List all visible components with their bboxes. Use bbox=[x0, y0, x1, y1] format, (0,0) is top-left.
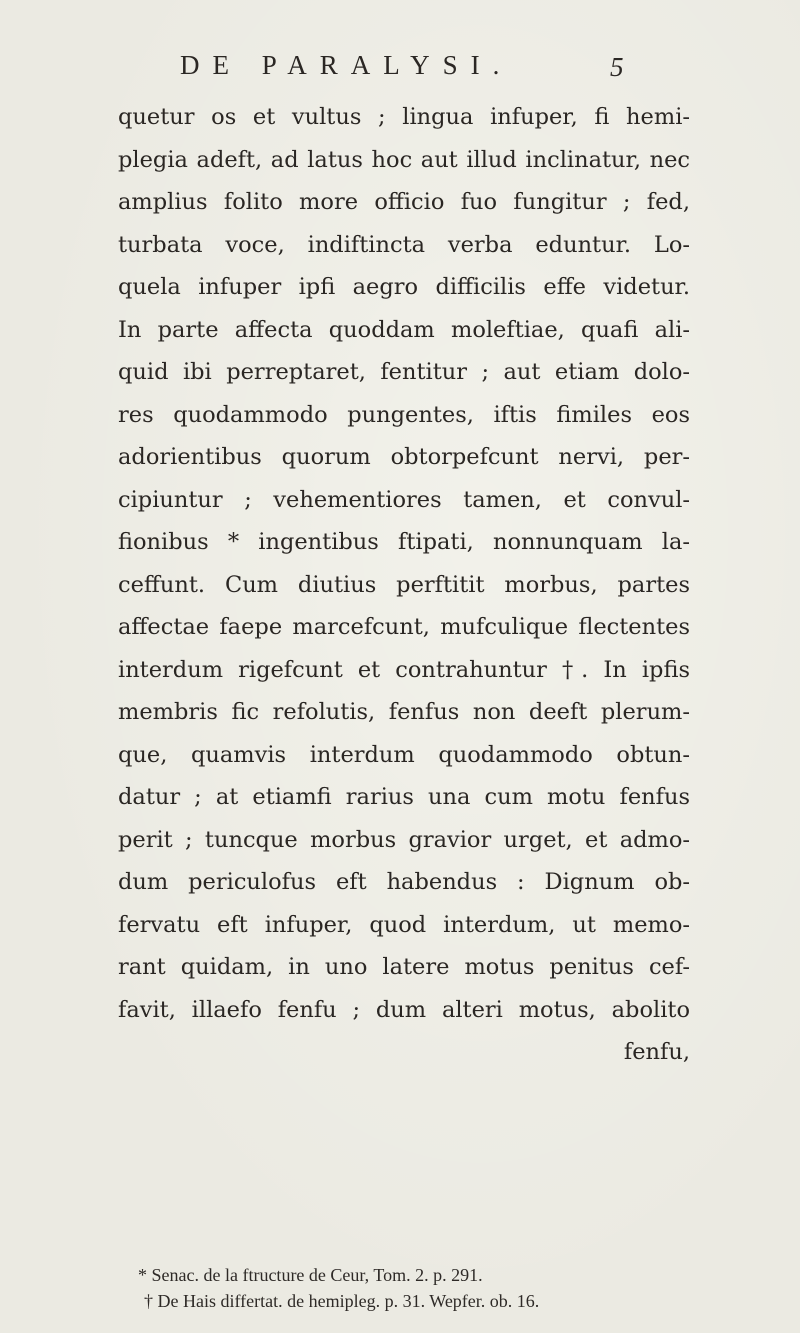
body-text bbox=[118, 96, 690, 1074]
text-line: adorientibus quorum obtorpefcunt nervi, per- bbox=[118, 444, 690, 470]
running-title: DE PARALYSI. bbox=[180, 50, 513, 80]
text-line: rant quidam, in uno latere motus penitus cef- bbox=[118, 954, 690, 980]
text-line: favit, illaefo fenfu ; dum alteri motus, abolito bbox=[118, 996, 690, 1023]
footnote: † De Hais differtat. de hemipleg. p. 31. Wepfer. ob. 16. bbox=[144, 1291, 540, 1311]
text-line: fervatu eft infuper, quod interdum, ut memo- bbox=[118, 911, 690, 938]
text-line: amplius folito more officio fuo fungitur ; fed, bbox=[118, 189, 690, 215]
text-line: quid ibi perreptaret, fentitur ; aut etiam dolo- bbox=[118, 359, 690, 385]
text-line: que, quamvis interdum quodammodo obtun- bbox=[118, 741, 690, 768]
footnotes bbox=[138, 1262, 698, 1314]
text-line: membris fic refolutis, fenfus non deeft plerum- bbox=[118, 699, 690, 725]
text-line: dum periculofus eft habendus : Dignum ob- bbox=[118, 869, 690, 895]
footnote: * Senac. de la ftructure de Ceur, Tom. 2. p. 291. bbox=[138, 1265, 483, 1285]
text-line: fionibus * ingentibus ftipati, nonnunquam la- bbox=[118, 529, 690, 555]
catchword: fenfu, bbox=[623, 1039, 690, 1065]
text-line: affectae faepe marcefcunt, mufculique flectentes bbox=[118, 614, 690, 640]
text-line: perit ; tuncque morbus gravior urget, et admo- bbox=[118, 826, 690, 853]
text-line: turbata voce, indiftincta verba eduntur. Lo- bbox=[118, 231, 690, 258]
text-line: quetur os et vultus ; lingua infuper, fi hemi- bbox=[118, 104, 690, 130]
text-line: cipiuntur ; vehementiores tamen, et convul- bbox=[118, 486, 690, 513]
text-line: interdum rigefcunt et contrahuntur †. In ipfis bbox=[118, 656, 690, 683]
text-line: datur ; at etiamfi rarius una cum motu fenfus bbox=[118, 784, 690, 810]
text-line: res quodammodo pungentes, iftis fimiles eos bbox=[118, 401, 690, 428]
text-line: quela infuper ipfi aegro difficilis effe videtur. bbox=[118, 274, 690, 300]
text-line: plegia adeft, ad latus hoc aut illud inclinatur, nec bbox=[118, 146, 690, 173]
text-line: In parte affecta quoddam moleftiae, quafi ali- bbox=[118, 316, 690, 343]
text-line: ceffunt. Cum diutius perftitit morbus, partes bbox=[118, 571, 690, 598]
page-number: 5 bbox=[610, 52, 624, 82]
